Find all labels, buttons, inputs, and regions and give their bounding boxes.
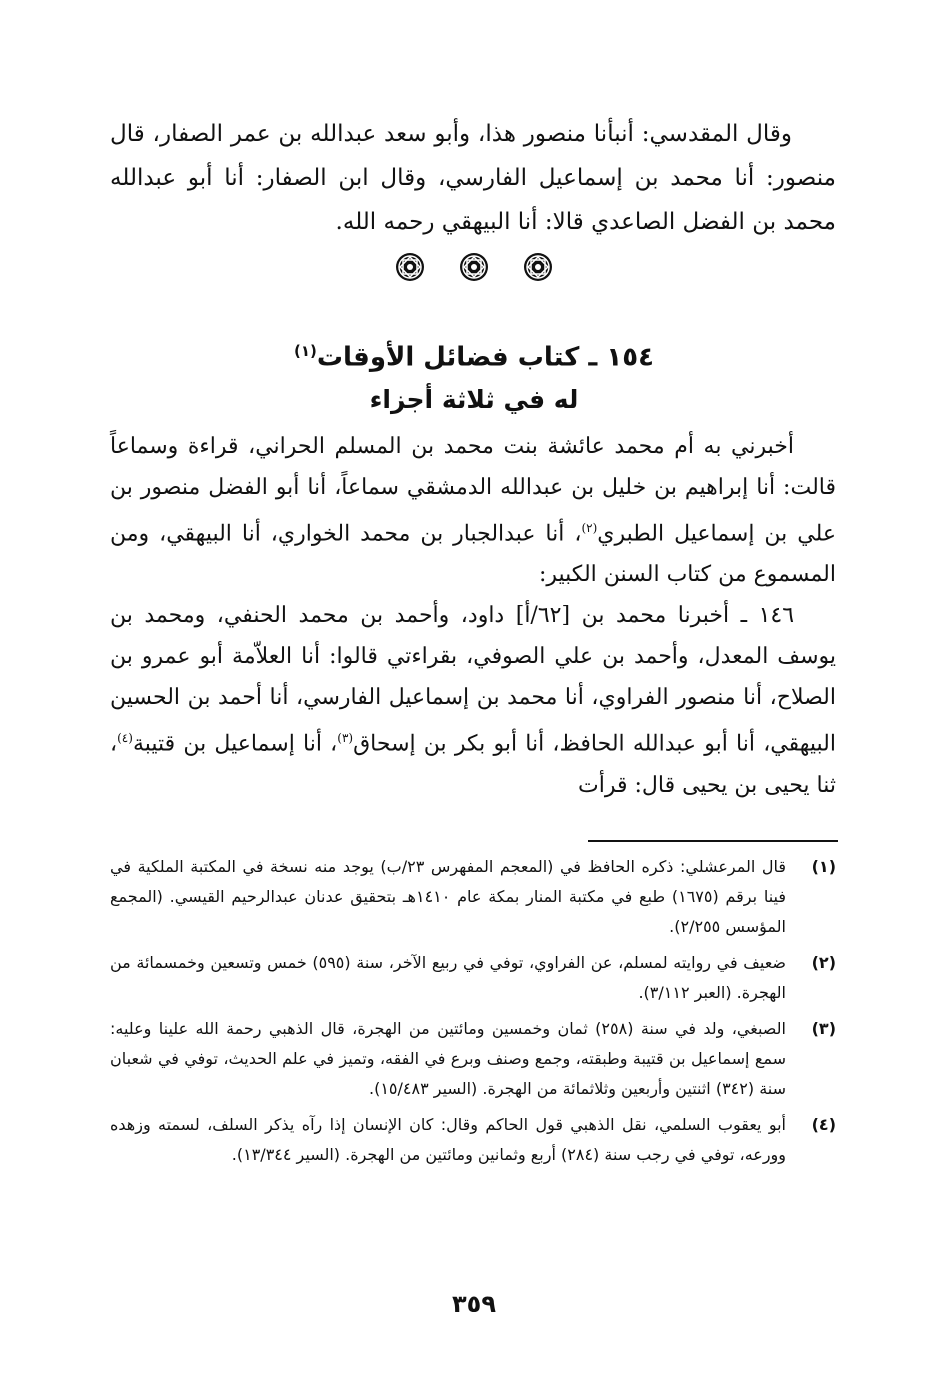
footnote-item	[110, 1110, 836, 1170]
footnote-text: قال المرعشلي: ذكره الحافظ في (المعجم المفهرس ٢٣/ب) يوجد منه نسخة في المكتبة الملكية في فينا برقم (١٦٧٥) طبع في مكتبة المنار بمكة عام ١٤١٠هـ بتحقيق عدنان عبدالرحيم القيسي. (المجمع المؤسس ٢/٢٥٥).	[110, 857, 786, 936]
text-span: ، أنا إسماعيل بن قتيبة	[132, 731, 338, 757]
text-span: ، أنا عبدالجبار بن محمد الخواري، أنا البيهقي، ومن المسموع من كتاب السنن الكبير:	[110, 521, 836, 588]
text-span: أخبرني به أم محمد عائشة بنت محمد بن المسلم الحراني، قراءة وسماعاً قالت: أنا إبراهيم بن خليل بن عبدالله الدمشقي سماعاً، أنا أبو الفضل منصور بن علي بن إسماعيل الطبري	[110, 434, 837, 547]
intro-section	[110, 112, 836, 244]
footnote-item	[110, 852, 836, 942]
footnote-ref[interactable]: (٣)	[337, 731, 354, 746]
rosette-ornament-icon	[523, 252, 553, 282]
main-text	[110, 426, 836, 806]
footnote-number: (٤)	[811, 1115, 836, 1134]
footnote-text: أبو يعقوب السلمي، نقل الذهبي قول الحاكم وقال: كان الإنسان إذا رآه يذكر السلف، لسمته وزهده وورعه، توفي في رجب سنة (٢٨٤) أربع وثمانين ومائتين من الهجرة. (السير ١٣/٣٤٤).	[110, 1115, 786, 1164]
footnotes	[110, 852, 836, 1176]
intro-paragraph: وقال المقدسي: أنبأنا منصور هذا، وأبو سعد عبدالله بن عمر الصفار، قال منصور: أنا محمد بن إسماعيل الفارسي، وقال ابن الصفار: أنا أبو عبدالله محمد بن الفضل الصاعدي قالا: أنا البيهقي رحمه الله.	[110, 121, 836, 235]
paragraph	[110, 426, 836, 595]
footnote-ref[interactable]: (٤)	[117, 731, 133, 746]
footnote-item	[110, 1014, 836, 1104]
section-divider	[0, 252, 948, 282]
rosette-ornament-icon	[395, 252, 425, 282]
chapter-heading	[0, 330, 948, 379]
text-span: ، ثنا يحيى بن يحيى قال: قرأت	[110, 731, 836, 798]
text-span: ١٤٦ ـ أخبرنا محمد بن [٦٢/أ] داود، وأحمد بن محمد الحنفي، ومحمد بن يوسف المعدل، وأحمد بن علي الصوفي، بقراءتي قالوا: أنا العلاّمة أبو عمرو بن الصلاح، أنا منصور الفراوي، أنا محمد بن إسماعيل الفارسي، أنا أحمد بن الحسين البيهقي، أنا أبو عبدالله الحافظ، أنا أبو بكر بن إسحاق	[110, 603, 836, 757]
footnote-separator	[588, 840, 838, 842]
footnote-number: (١)	[811, 857, 836, 876]
footnote-ref[interactable]: (٢)	[581, 521, 598, 535]
chapter-subtitle: له في ثلاثة أجزاء	[369, 385, 579, 414]
page-number: ٣٥٩	[452, 1290, 496, 1318]
footnote-ref[interactable]: (١)	[294, 342, 317, 360]
chapter-title: ١٥٤ ـ كتاب فضائل الأوقات	[316, 342, 654, 373]
footnote-text: الصبغي، ولد في سنة (٢٥٨) ثمان وخمسين ومائتين من الهجرة، قال الذهبي رحمة الله علينا وعليه: سمع إسماعيل بن قتيبة وطبقته، وجمع وصنف وبرع في الفقه، وتميز في علم الحديث، توفي في شعبان سنة (٣٤٢) اثنتين وأربعين وثلاثمائة من الهجرة. (السير ١٥/٤٨٣).	[110, 1019, 787, 1098]
footnote-text: ضعيف في روايته لمسلم، عن الفراوي، توفي في ربيع الآخر، سنة (٥٩٥) خمس وتسعين وخمسمائة من الهجرة. (العبر ٣/١١٢).	[110, 953, 787, 1002]
footnote-item	[110, 948, 836, 1008]
footnote-number: (٣)	[811, 1019, 836, 1038]
rosette-ornament-icon	[459, 252, 489, 282]
footnote-number: (٢)	[811, 953, 836, 972]
hadith-paragraph	[110, 595, 836, 805]
